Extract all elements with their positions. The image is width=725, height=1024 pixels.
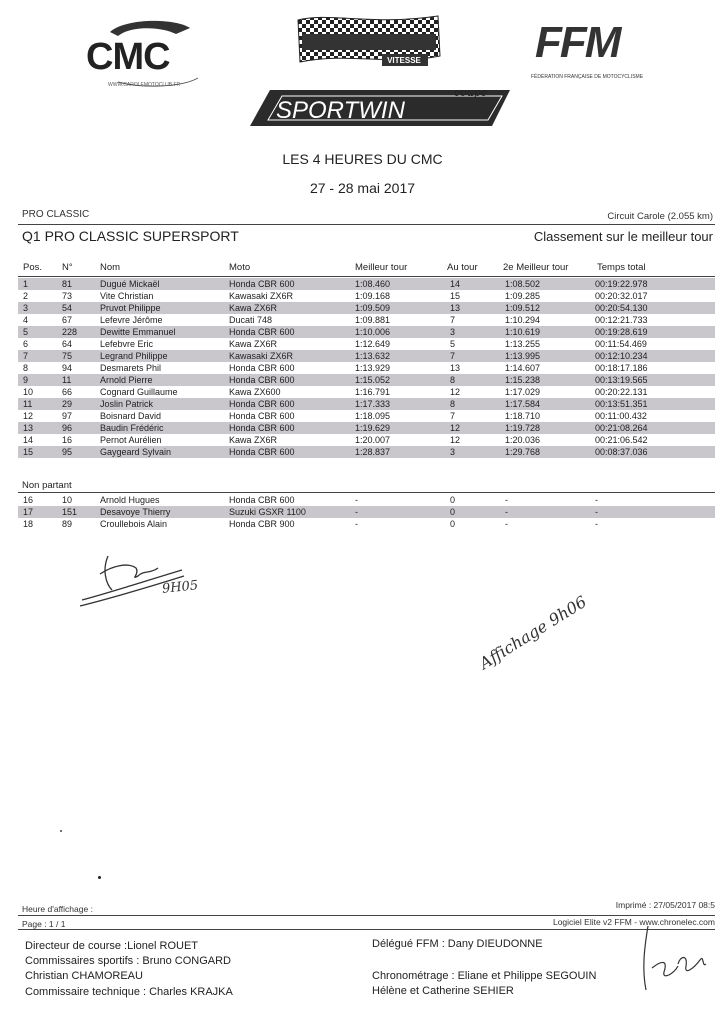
cell-lap: 12 — [450, 435, 461, 445]
cell-name: Boisnard David — [100, 411, 162, 421]
table-row — [18, 518, 715, 530]
cell-best: 1:15.052 — [355, 375, 391, 385]
cell-total: 00:20:22.131 — [595, 387, 648, 397]
cell-name: Desmarets Phil — [100, 363, 162, 373]
cell-best2: 1:09.285 — [505, 291, 541, 301]
cell-pos: 7 — [23, 351, 29, 361]
cell-lap: 5 — [450, 339, 456, 349]
cell-best: 1:08.460 — [355, 279, 391, 289]
cell-moto: Kawa ZX6R — [229, 303, 278, 313]
cmc-logo-text: CMC — [86, 36, 170, 78]
divider — [18, 492, 715, 493]
cell-pos: 13 — [23, 423, 34, 433]
cell-best: 1:19.629 — [355, 423, 391, 433]
cell-num: 67 — [62, 315, 73, 325]
cell-name: Arnold Pierre — [100, 375, 153, 385]
cell-best: 1:18.095 — [355, 411, 391, 421]
divider — [18, 276, 715, 277]
table-row — [18, 278, 715, 290]
cell-pos: 6 — [23, 339, 29, 349]
cell-moto: Kawa ZX6R — [229, 435, 278, 445]
cell-num: 95 — [62, 447, 73, 457]
cell-best2: 1:29.768 — [505, 447, 541, 457]
official-sport-commissioner-2: Christian CHAMOREAU — [25, 970, 143, 982]
cell-lap: 0 — [450, 519, 456, 529]
cell-lap: 13 — [450, 363, 461, 373]
cell-moto: Honda CBR 600 — [229, 411, 295, 421]
cell-best2: 1:09.512 — [505, 303, 541, 313]
cell-best: 1:17.333 — [355, 399, 391, 409]
cell-total: - — [595, 495, 598, 505]
cell-num: 10 — [62, 495, 73, 505]
cell-total: 00:18:17.186 — [595, 363, 648, 373]
col-header-num: N° — [62, 262, 73, 273]
col-header-lap: Au tour — [447, 262, 478, 273]
official-ffm-delegate: Délégué FFM : Dany DIEUDONNE — [372, 938, 543, 950]
cell-pos: 4 — [23, 315, 29, 325]
cell-num: 54 — [62, 303, 73, 313]
cell-num: 11 — [62, 375, 72, 385]
circuit-label: Circuit Carole (2.055 km) — [607, 211, 713, 222]
cell-total: 00:12:21.733 — [595, 315, 648, 325]
cell-best2: 1:13.995 — [505, 351, 541, 361]
sportwin-coupe: coupe — [454, 86, 488, 99]
handwritten-affichage: Affichage 9h06 — [475, 591, 590, 673]
cell-name: Dugué Mickaël — [100, 279, 160, 289]
category-label: PRO CLASSIC — [22, 209, 90, 220]
cell-pos: 8 — [23, 363, 29, 373]
cell-moto: Ducati 748 — [229, 315, 273, 325]
cell-total: - — [595, 519, 598, 529]
official-timing: Chronométrage : Eliane et Philippe SEGOUIN — [372, 970, 597, 982]
table-row — [18, 326, 715, 338]
official-tech-commissioner: Commissaire technique : Charles KRAJKA — [25, 986, 233, 998]
cell-num: 151 — [62, 507, 78, 517]
non-partant-table — [18, 494, 715, 530]
cell-num: 75 — [62, 351, 73, 361]
cell-moto: Honda CBR 600 — [229, 447, 295, 457]
cell-pos: 17 — [23, 507, 34, 517]
table-row — [18, 434, 715, 446]
cell-moto: Honda CBR 600 — [229, 399, 295, 409]
cell-total: 00:08:37.036 — [595, 447, 648, 457]
cell-best2: 1:14.607 — [505, 363, 541, 373]
cell-lap: 14 — [450, 279, 461, 289]
cmc-url: WWW.CAROLEMOTOCLUB.FR — [108, 82, 181, 88]
cell-lap: 12 — [450, 423, 461, 433]
cell-best2: 1:13.255 — [505, 339, 541, 349]
cell-best2: - — [505, 495, 508, 505]
cell-name: Arnold Hugues — [100, 495, 160, 505]
cell-total: 00:11:54.469 — [595, 339, 647, 349]
sportwin-text: SPORTWIN — [276, 97, 405, 124]
cell-total: - — [595, 507, 598, 517]
table-row — [18, 494, 715, 506]
cell-moto: Honda CBR 600 — [229, 495, 295, 505]
cell-lap: 13 — [450, 303, 461, 313]
cell-best: 1:13.632 — [355, 351, 391, 361]
sportwin-logo — [248, 84, 513, 130]
cell-name: Lefevre Jérôme — [100, 315, 163, 325]
cell-lap: 7 — [450, 315, 456, 325]
cell-name: Cognard Guillaume — [100, 387, 178, 397]
cell-name: Legrand Philippe — [100, 351, 168, 361]
cell-pos: 9 — [23, 375, 29, 385]
cell-name: Dewitte Emmanuel — [100, 327, 176, 337]
cell-name: Lefebvre Eric — [100, 339, 154, 349]
cell-pos: 11 — [23, 399, 33, 409]
cell-moto: Honda CBR 600 — [229, 327, 295, 337]
sportwin-banner — [248, 84, 513, 130]
cell-lap: 3 — [450, 327, 456, 337]
table-row — [18, 410, 715, 422]
cell-moto: Kawasaki ZX6R — [229, 291, 294, 301]
cell-pos: 18 — [23, 519, 34, 529]
table-row — [18, 386, 715, 398]
table-row — [18, 422, 715, 434]
col-header-name: Nom — [100, 262, 121, 273]
cell-pos: 12 — [23, 411, 34, 421]
affichage-label: Heure d'affichage : — [22, 904, 93, 914]
col-header-moto: Moto — [229, 262, 251, 273]
cell-best2: 1:15.238 — [505, 375, 541, 385]
cell-name: Vite Christian — [100, 291, 154, 301]
cell-pos: 15 — [23, 447, 34, 457]
checkered-flag-icon — [290, 12, 445, 74]
table-row — [18, 506, 715, 518]
cell-total: 00:21:06.542 — [595, 435, 648, 445]
cell-best: 1:10.006 — [355, 327, 391, 337]
event-title: LES 4 HEURES DU CMC — [282, 151, 443, 167]
table-row — [18, 338, 715, 350]
cell-moto: Kawa ZX6R — [229, 339, 278, 349]
cell-best2: - — [505, 519, 508, 529]
cell-best2: 1:19.728 — [505, 423, 541, 433]
printed-date: Imprimé : 27/05/2017 08:5 — [615, 900, 715, 910]
divider — [18, 224, 715, 225]
cell-num: 73 — [62, 291, 73, 301]
table-row — [18, 314, 715, 326]
cell-best2: 1:10.619 — [505, 327, 541, 337]
cell-best: 1:13.929 — [355, 363, 391, 373]
cell-lap: 12 — [450, 387, 461, 397]
cell-moto: Honda CBR 600 — [229, 279, 295, 289]
cell-pos: 10 — [23, 387, 34, 397]
session-title: Q1 PRO CLASSIC SUPERSPORT — [22, 228, 239, 244]
official-race-director: Directeur de course :Lionel ROUET — [25, 940, 199, 952]
ffm-logo — [525, 18, 705, 88]
table-row — [18, 350, 715, 362]
ffm-logo-text: FFM — [535, 18, 620, 67]
vitesse-logo — [290, 12, 445, 74]
non-partant-label: Non partant — [22, 480, 72, 491]
vitesse-text: VITESSE — [387, 56, 421, 65]
cell-total: 00:19:28.619 — [595, 327, 648, 337]
cell-best: 1:09.509 — [355, 303, 391, 313]
software-label: Logiciel Elite v2 FFM - www.chronelec.com — [552, 917, 715, 927]
cell-total: 00:12:10.234 — [595, 351, 648, 361]
divider — [18, 929, 715, 930]
scan-dot — [98, 876, 101, 879]
cell-best2: 1:18.710 — [505, 411, 541, 421]
cell-num: 89 — [62, 519, 73, 529]
cell-moto: Honda CBR 600 — [229, 375, 295, 385]
signature-mark — [72, 540, 192, 610]
cell-lap: 15 — [450, 291, 461, 301]
cell-moto: Suzuki GSXR 1100 — [229, 507, 306, 517]
cell-lap: 0 — [450, 507, 456, 517]
cell-best2: - — [505, 507, 508, 517]
cell-total: 00:20:32.017 — [595, 291, 648, 301]
table-row — [18, 302, 715, 314]
cell-name: Joslin Patrick — [100, 399, 154, 409]
cell-num: 16 — [62, 435, 73, 445]
col-header-best: Meilleur tour — [355, 262, 408, 273]
cell-moto: Kawa ZX600 — [229, 387, 281, 397]
cell-name: Pruvot Philippe — [100, 303, 161, 313]
cell-lap: 0 — [450, 495, 456, 505]
cell-num: 29 — [62, 399, 73, 409]
cell-num: 96 — [62, 423, 73, 433]
signature-mark — [618, 920, 713, 995]
cell-pos: 5 — [23, 327, 29, 337]
cell-name: Gaygeard Sylvain — [100, 447, 172, 457]
cell-moto: Honda CBR 600 — [229, 363, 295, 373]
cmc-logo — [80, 18, 210, 98]
cell-best2: 1:17.584 — [505, 399, 541, 409]
cell-lap: 3 — [450, 447, 456, 457]
col-header-pos: Pos. — [23, 262, 43, 273]
event-date: 27 - 28 mai 2017 — [309, 180, 416, 196]
cell-num: 228 — [62, 327, 78, 337]
cell-pos: 2 — [23, 291, 29, 301]
table-row — [18, 398, 715, 410]
table-row — [18, 374, 715, 386]
cell-num: 81 — [62, 279, 73, 289]
cell-best: 1:09.168 — [355, 291, 391, 301]
cell-moto: Honda CBR 600 — [229, 423, 295, 433]
cell-best2: 1:20.036 — [505, 435, 541, 445]
cell-name: Baudin Frédéric — [100, 423, 164, 433]
ffm-subtitle: FÉDÉRATION FRANÇAISE DE MOTOCYCLISME — [531, 74, 644, 80]
cell-pos: 16 — [23, 495, 34, 505]
cell-num: 66 — [62, 387, 73, 397]
cell-best2: 1:08.502 — [505, 279, 541, 289]
cell-total: 00:13:51.351 — [595, 399, 648, 409]
cell-num: 94 — [62, 363, 73, 373]
cell-best2: 1:10.294 — [505, 315, 541, 325]
cell-moto: Kawasaki ZX6R — [229, 351, 294, 361]
col-header-total: Temps total — [597, 262, 646, 273]
cell-best: 1:12.649 — [355, 339, 391, 349]
cell-best: - — [355, 507, 358, 517]
cell-best: 1:09.881 — [355, 315, 391, 325]
cell-total: 00:11:00.432 — [595, 411, 647, 421]
cell-total: 00:20:54.130 — [595, 303, 648, 313]
cell-best: 1:28.837 — [355, 447, 391, 457]
scan-dot — [60, 830, 62, 832]
official-timing-2: Hélène et Catherine SEHIER — [372, 985, 514, 997]
cell-num: 64 — [62, 339, 73, 349]
cell-name: Pernot Aurélien — [100, 435, 162, 445]
table-row — [18, 290, 715, 302]
cell-best: - — [355, 519, 358, 529]
ranking-type: Classement sur le meilleur tour — [533, 229, 713, 244]
cell-name: Croullebois Alain — [100, 519, 168, 529]
table-row — [18, 362, 715, 374]
cell-lap: 8 — [450, 399, 456, 409]
cell-pos: 3 — [23, 303, 29, 313]
cell-num: 97 — [62, 411, 73, 421]
cell-lap: 8 — [450, 375, 456, 385]
cell-lap: 7 — [450, 411, 456, 421]
cell-pos: 14 — [23, 435, 34, 445]
cell-best: 1:16.791 — [355, 387, 391, 397]
cell-best2: 1:17.029 — [505, 387, 541, 397]
cell-lap: 7 — [450, 351, 456, 361]
divider — [18, 915, 715, 916]
page-info: Page : 1 / 1 — [22, 919, 66, 929]
cell-total: 00:21:08.264 — [595, 423, 648, 433]
cell-total: 00:19:22.978 — [595, 279, 648, 289]
cell-name: Desavoye Thierry — [100, 507, 171, 517]
table-row — [18, 446, 715, 458]
cell-best: 1:20.007 — [355, 435, 391, 445]
results-table — [18, 278, 715, 458]
cell-best: - — [355, 495, 358, 505]
handwritten-time: 9H05 — [161, 578, 199, 597]
cell-moto: Honda CBR 900 — [229, 519, 295, 529]
cell-total: 00:13:19.565 — [595, 375, 648, 385]
cell-pos: 1 — [23, 279, 29, 289]
official-sport-commissioners: Commissaires sportifs : Bruno CONGARD — [25, 955, 231, 967]
col-header-best2: 2e Meilleur tour — [503, 262, 569, 273]
